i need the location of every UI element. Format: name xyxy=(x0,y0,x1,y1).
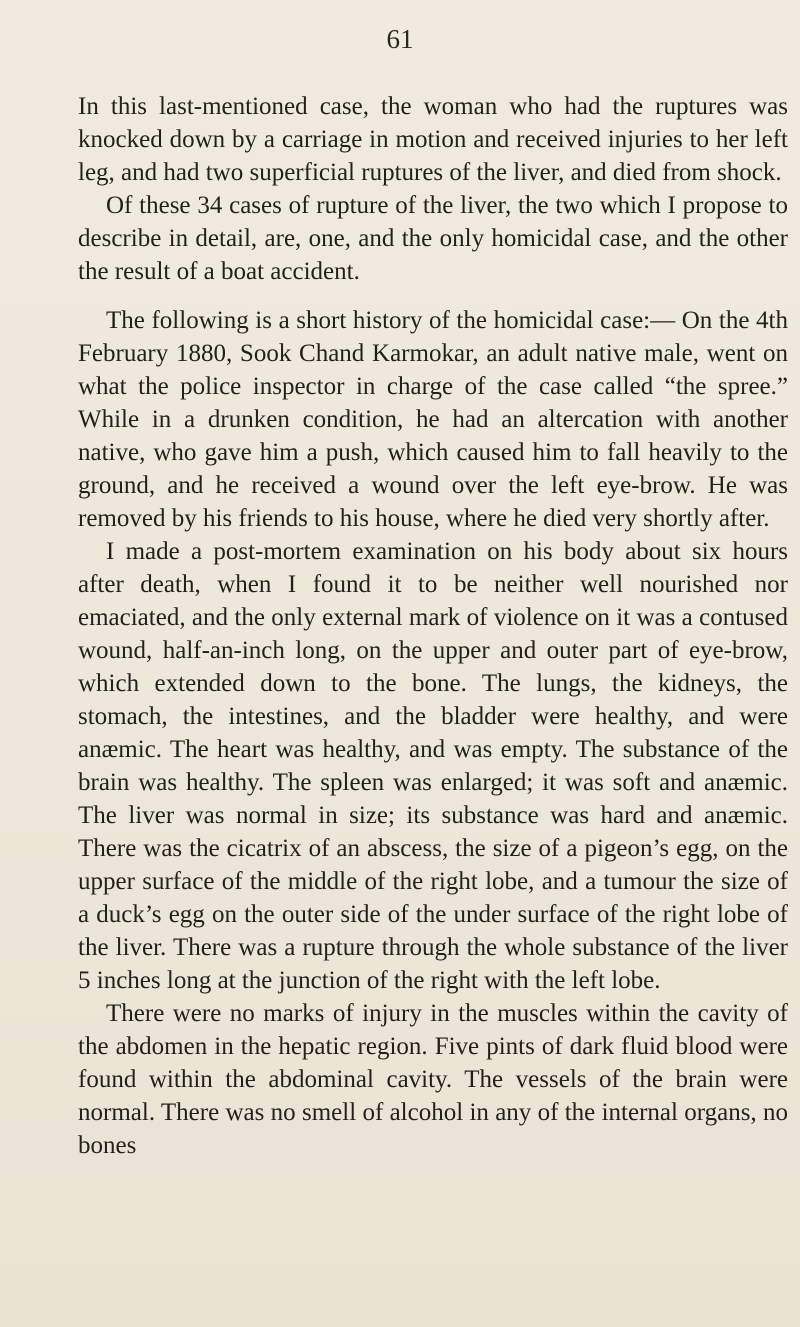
paragraph-5: There were no marks of injury in the muscles within the cavity of the abdomen in the hepatic region. Five pints of dark fluid blood were found within the abdominal cavity. The vessels of the brain were normal. There was no smell of alcohol in any of the internal organs, no bones xyxy=(78,1000,788,1159)
page-number: 61 xyxy=(386,24,414,54)
paragraph-1: In this last-mentioned case, the woman who had the ruptures was knocked down by a carriage in motion and received injuries to her left leg, and had two superficial ruptures of the liver, and died from shock. xyxy=(78,93,788,186)
paragraph-2: Of these 34 cases of rupture of the liver, the two which I propose to describe in detail, are, one, and the only homicidal case, and the other the result of a boat accident. xyxy=(78,192,788,285)
paragraph-4: I made a post-mortem examination on his body about six hours after death, when I found it to be neither well nourished nor emaciated, and the only external mark of violence on it was a contused wound, half-an-inch long, on the upper and outer part of eye-brow, which extended down to the bone. The lungs, the kidneys, the stomach, the intestines, and the bladder were healthy, and were anæmic. The heart was healthy, and was empty. The substance of the brain was healthy. The spleen was enlarged; it was soft and anæmic. The liver was normal in size; its substance was hard and anæmic. There was the cicatrix of an abscess, the size of a pigeon’s egg, on the upper surface of the middle of the right lobe, and a tumour the size of a duck’s egg on the outer side of the under surface of the right lobe of the liver. There was a rupture through the whole substance of the liver 5 inches long at the junction of the right with the left lobe. xyxy=(78,538,788,994)
body-text xyxy=(78,90,788,1162)
paragraph-3: The following is a short history of the homicidal case:— On the 4th February 1880, Sook Chand Karmokar, an adult native male, went on what the police inspector in charge of the case called “the spree.” While in a drunken condition, he had an altercation with another native, who gave him a push, which caused him to fall heavily to the ground, and he received a wound over the left eye-brow. He was removed by his friends to his house, where he died very shortly after. xyxy=(78,307,788,532)
paragraph-gap xyxy=(78,288,788,304)
